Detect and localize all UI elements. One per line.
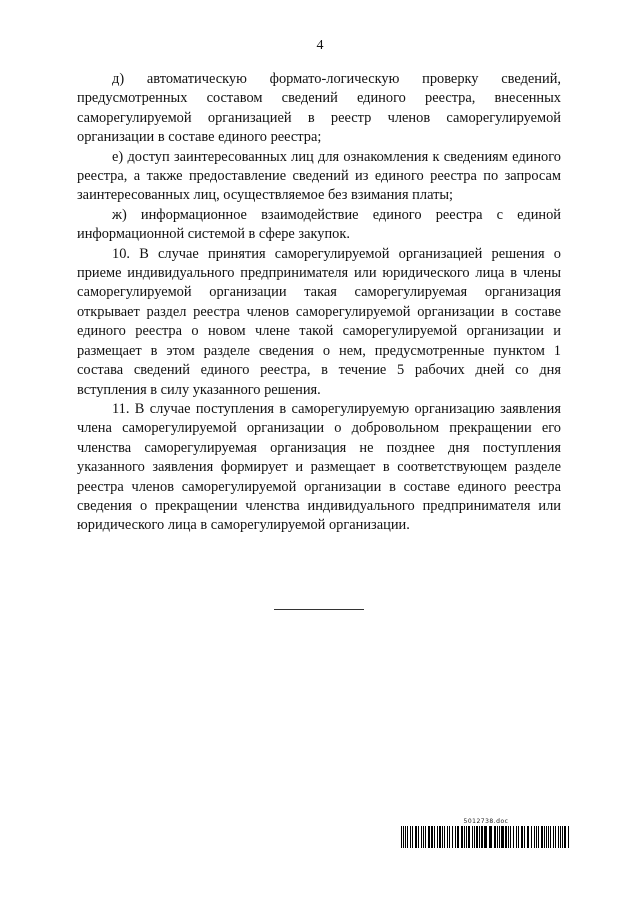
paragraph-zh: ж) информационное взаимодействие единого реестра с единой информационной системой в сфере закупок. [77, 206, 561, 243]
paragraph-10: 10. В случае принятия саморегулируемой организацией решения о приеме индивидуального предпринимателя или юридического лица в члены саморегулируемой организации такая саморегулируемая организация открывает раздел реестра членов саморегулируемой организации в составе единого реестра о новом члене такой саморегулируемой организации и размещает в этом разделе сведения о нем, предусмотренные пунктом 1 состава сведений единого реестра, в течение 5 рабочих дней со дня вступления в силу указанного решения. [77, 245, 561, 398]
paragraph-e: е) доступ заинтересованных лиц для ознакомления к сведениям единого реестра, а также предоставление сведений из единого реестра по запросам заинтересованных лиц, осуществляемое без взимания платы; [77, 148, 561, 204]
barcode-number: 5012738.doc [463, 818, 509, 825]
end-separator-line [274, 609, 364, 610]
document-body [77, 70, 561, 536]
barcode-image [401, 826, 571, 848]
document-barcode-block [401, 818, 571, 848]
page-number: 4 [316, 38, 324, 53]
paragraph-d: д) автоматическую формато-логическую проверку сведений, предусмотренных составом сведений единого реестра, внесенных саморегулируемой организацией в реестр членов саморегулируемой организации в составе единого реестра; [77, 71, 561, 146]
paragraph-11: 11. В случае поступления в саморегулируемую организацию заявления члена саморегулируемой организации о добровольном прекращении его членства саморегулируемая организация не позднее дня поступления указанного заявления формирует и размещает в соответствующем разделе реестра членов саморегулируемой организации в составе единого реестра сведения о прекращении членства индивидуального предпринимателя или юридического лица в саморегулируемой организации. [77, 400, 561, 534]
